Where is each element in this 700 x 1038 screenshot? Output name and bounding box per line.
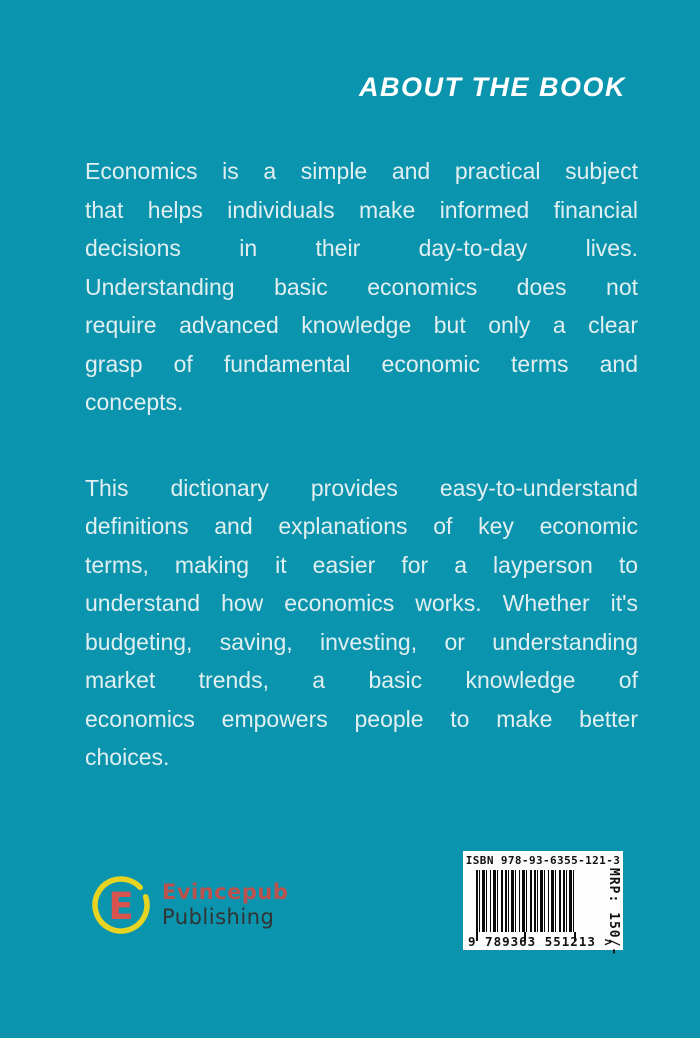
text-line: decisions in their day-to-day lives. (85, 235, 638, 261)
text-line: grasp of fundamental economic terms and (85, 350, 638, 377)
about-paragraph-2 (85, 469, 638, 777)
isbn-number-label: ISBN 978-93-6355-121-3 (465, 854, 621, 867)
text-line: economics empowers people to make better (85, 705, 638, 732)
text-line: Understanding basic economics does not (85, 273, 638, 300)
text-line: require advanced knowledge but only a clear (85, 312, 638, 338)
text-line: that helps individuals make informed financial (85, 196, 638, 223)
mrp-price-label: MRP: 150/- (606, 868, 621, 957)
isbn-barcode-block (463, 851, 623, 957)
publisher-logo (90, 874, 288, 936)
text-line: definitions and explanations of key economic (85, 513, 638, 539)
text-line: concepts. (85, 389, 184, 415)
cover-text-block (85, 0, 638, 777)
text-line: terms, making it easier for a layperson to (85, 551, 638, 578)
page-title: ABOUT THE BOOK (359, 72, 626, 102)
text-line: This dictionary provides easy-to-understand (85, 474, 638, 501)
publisher-logo-letter: E (108, 884, 134, 928)
text-line: understand how economics works. Whether it's (85, 590, 638, 616)
text-line: budgeting, saving, investing, or understanding (85, 628, 638, 655)
ean-digits-label: 9 789363 551213 > (468, 934, 613, 949)
text-line: Economics is a simple and practical subject (85, 158, 638, 184)
about-paragraph-1 (85, 152, 638, 422)
text-line: choices. (85, 744, 170, 770)
publisher-wordmark (162, 880, 288, 930)
publisher-logo-ring (90, 874, 152, 936)
publisher-type: Publishing (162, 905, 275, 929)
barcode-bars-icon (476, 870, 576, 932)
text-line: market trends, a basic knowledge of (85, 667, 638, 693)
publisher-name: Evincepub (162, 880, 289, 904)
